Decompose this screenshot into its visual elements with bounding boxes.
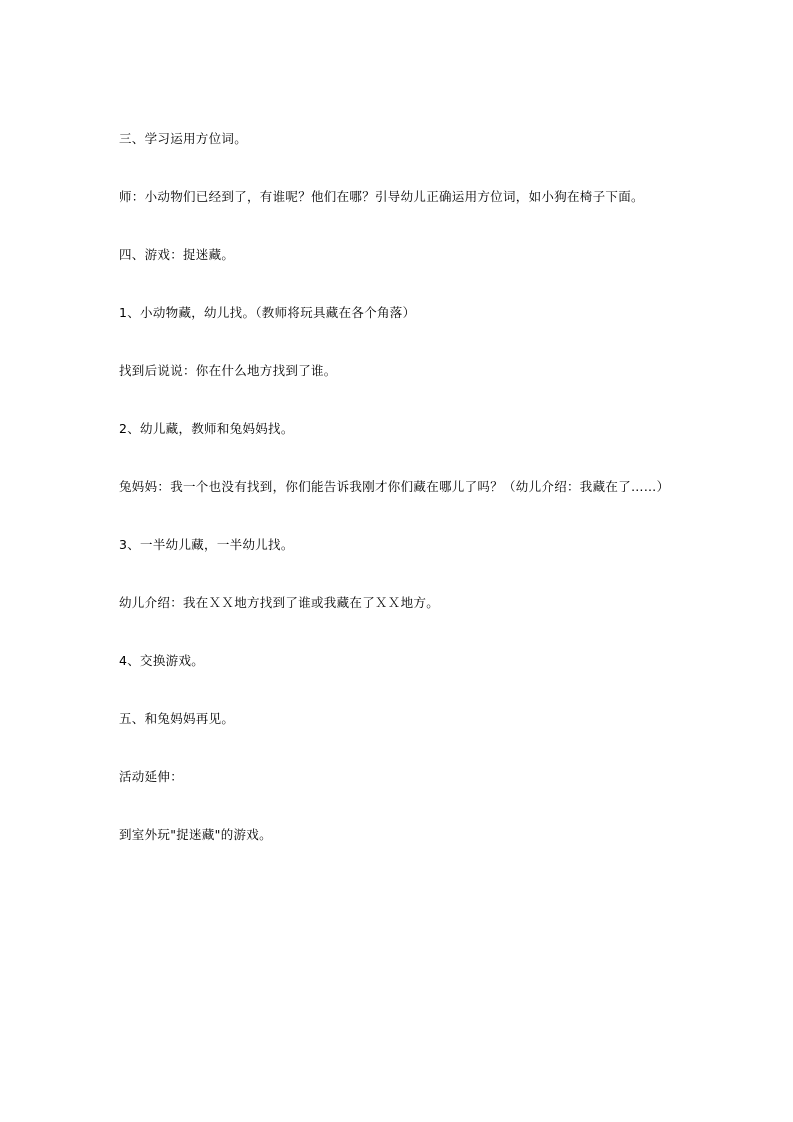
paragraph-step-one-followup: 找到后说说：你在什么地方找到了谁。 (119, 363, 337, 378)
paragraph-step-one: 1、小动物藏，幼儿找。（教师将玩具藏在各个角落） (119, 305, 416, 320)
paragraph-section-five-heading: 五、和兔妈妈再见。 (119, 711, 235, 726)
paragraph-rabbit-mother-dialogue: 兔妈妈：我一个也没有找到，你们能告诉我刚才你们藏在哪儿了吗？（幼儿介绍：我藏在了……） (119, 479, 670, 494)
paragraph-step-three: 3、一半幼儿藏，一半幼儿找。 (119, 537, 294, 552)
paragraph-section-four-heading: 四、游戏：捉迷藏。 (119, 247, 235, 262)
paragraph-activity-extension-body: 到室外玩"捉迷藏"的游戏。 (119, 827, 272, 842)
paragraph-section-three-heading: 三、学习运用方位词。 (119, 131, 248, 146)
paragraph-child-introduction: 幼儿介绍：我在ＸＸ地方找到了谁或我藏在了ＸＸ地方。 (119, 595, 440, 610)
paragraph-activity-extension-heading: 活动延伸： (119, 769, 184, 784)
paragraph-teacher-question: 师：小动物们已经到了，有谁呢？他们在哪？引导幼儿正确运用方位词，如小狗在椅子下面。 (119, 189, 644, 204)
paragraph-step-four: 4、交换游戏。 (119, 653, 205, 668)
paragraph-step-two: 2、幼儿藏，教师和兔妈妈找。 (119, 421, 294, 436)
